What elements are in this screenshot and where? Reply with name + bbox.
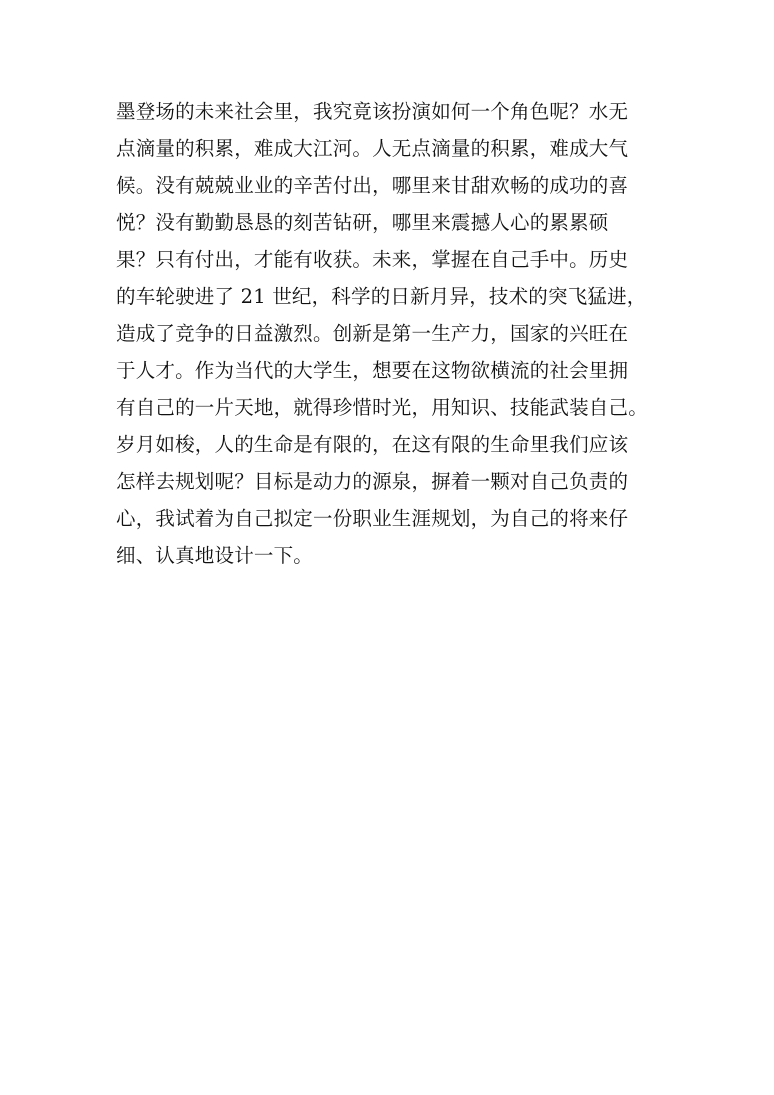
text-line: 怎样去规划呢？目标是动力的源泉，摒着一颗对自己负责的 [116,470,629,493]
text-line: 岁月如梭，人的生命是有限的，在这有限的生命里我们应该 [116,433,629,456]
text-line: 墨登场的未来社会里，我究竟该扮演如何一个角色呢？水无 [116,100,629,123]
text-line: 果？只有付出，才能有收获。未来，掌握在自己手中。历史 [116,248,629,271]
text-line: 造成了竞争的日益激烈。创新是第一生产力，国家的兴旺在 [116,322,629,345]
text-line: 细、认真地设计一下。 [116,544,314,567]
body-paragraph [116,93,716,574]
text-line: 有自己的一片天地，就得珍惜时光，用知识、技能武装自己。 [116,396,648,419]
text-line: 悦？没有勤勤恳恳的刻苦钻研，哪里来震撼人心的累累硕 [116,211,609,234]
text-line: 于人才。作为当代的大学生，想要在这物欲横流的社会里拥 [116,359,629,382]
text-line: 候。没有兢兢业业的辛苦付出，哪里来甘甜欢畅的成功的喜 [116,174,629,197]
text-line: 点滴量的积累，难成大江河。人无点滴量的积累，难成大气 [116,137,629,160]
text-line: 的车轮驶进了 21 世纪，科学的日新月异，技术的突飞猛进， [116,285,647,308]
text-line: 心，我试着为自己拟定一份职业生涯规划，为自己的将来仔 [116,507,629,530]
